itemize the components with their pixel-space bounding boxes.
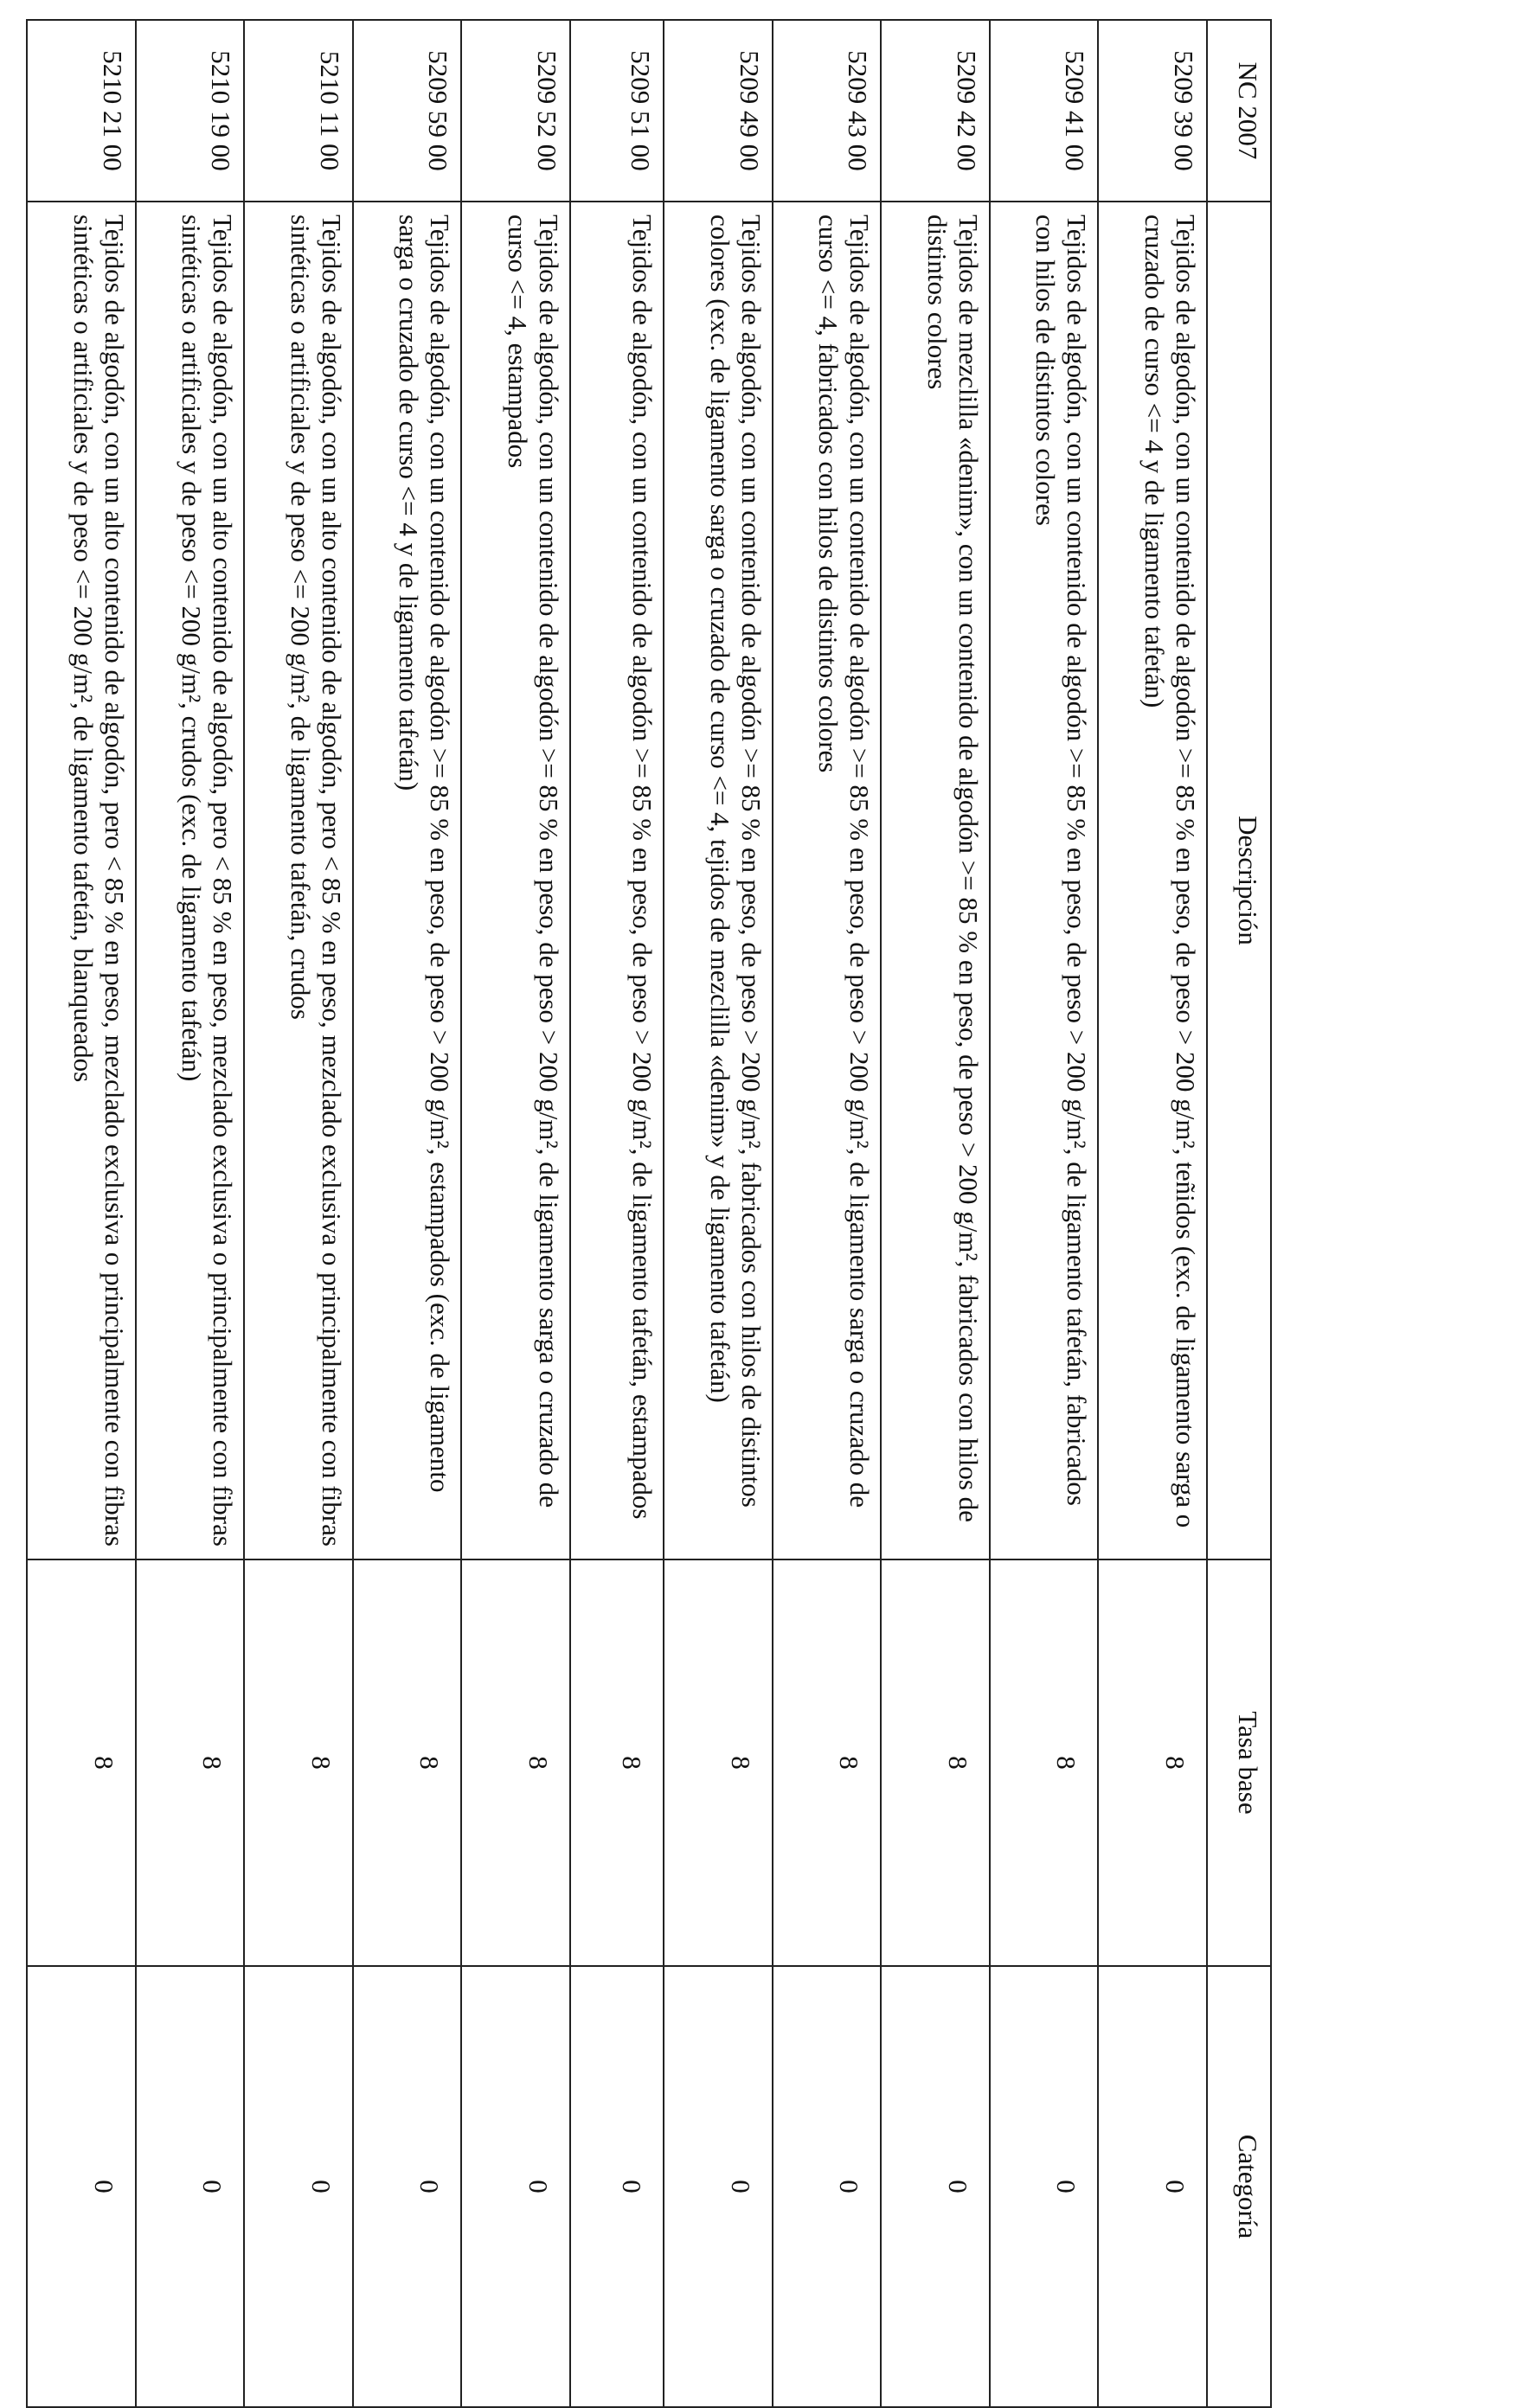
base-rate-cell: 8 [136, 1559, 245, 1966]
description-cell: Tejidos de algodón, con un alto contenido de algodón, pero < 85 % en peso, mezclado exclusiva o principalmente con fibras sintéticas o artificiales y de peso <= 200 g/m², de ligamento tafetán, blanqueados [27, 202, 136, 1559]
nc-code: 5209 49 00 [664, 20, 773, 202]
header-nc: NC 2007 [1207, 20, 1271, 202]
base-rate-cell: 8 [27, 1559, 136, 1966]
header-description: Descripción [1207, 202, 1271, 1559]
base-rate-cell: 8 [664, 1559, 773, 1966]
base-rate-cell: 8 [244, 1559, 353, 1966]
table-row [353, 20, 462, 2407]
category-cell: 0 [1098, 1966, 1207, 2407]
description-cell: Tejidos de algodón, con un contenido de algodón >= 85 % en peso, de peso > 200 g/m², fabricados con hilos de distintos colores (exc. de ligamento sarga o cruzado de curso <= 4, tejidos de mezclilla «denim» y de ligamento tafetán) [664, 202, 773, 1559]
base-rate-cell: 8 [990, 1559, 1099, 1966]
category-cell: 0 [664, 1966, 773, 2407]
header-category: Categoría [1207, 1966, 1271, 2407]
tariff-table [26, 19, 1272, 2408]
description-cell: Tejidos de algodón, con un contenido de algodón >= 85 % en peso, de peso > 200 g/m², de ligamento sarga o cruzado de curso <= 4, estampados [461, 202, 570, 1559]
category-cell: 0 [136, 1966, 245, 2407]
nc-code: 5209 59 00 [353, 20, 462, 202]
base-rate-cell: 8 [881, 1559, 990, 1966]
category-cell: 0 [461, 1966, 570, 2407]
table-row [990, 20, 1099, 2407]
nc-code: 5209 43 00 [773, 20, 882, 202]
base-rate-cell: 8 [353, 1559, 462, 1966]
description-cell: Tejidos de algodón, con un contenido de algodón >= 85 % en peso, de peso > 200 g/m², de ligamento sarga o cruzado de curso <= 4, fabricados con hilos de distintos colores [773, 202, 882, 1559]
nc-code: 5210 19 00 [136, 20, 245, 202]
table-row [136, 20, 245, 2407]
nc-code: 5210 11 00 [244, 20, 353, 202]
description-cell: Tejidos de algodón, con un alto contenido de algodón, pero < 85 % en peso, mezclado exclusiva o principalmente con fibras sintéticas o artificiales y de peso <= 200 g/m², crudos (exc. de ligamento tafetán) [136, 202, 245, 1559]
description-cell: Tejidos de algodón, con un contenido de algodón >= 85 % en peso, de peso > 200 g/m², estampados (exc. de ligamento sarga o cruzado de curso <= 4 y de ligamento tafetán) [353, 202, 462, 1559]
nc-code: 5209 39 00 [1098, 20, 1207, 202]
table-row [1098, 20, 1207, 2407]
header-base-rate: Tasa base [1207, 1559, 1271, 1966]
table-row [570, 20, 664, 2407]
description-cell: Tejidos de algodón, con un contenido de algodón >= 85 % en peso, de peso > 200 g/m², de ligamento tafetán, fabricados con hilos de distintos colores [990, 202, 1099, 1559]
category-cell: 0 [570, 1966, 664, 2407]
description-cell: Tejidos de algodón, con un contenido de algodón >= 85 % en peso, de peso > 200 g/m², de ligamento tafetán, estampados [570, 202, 664, 1559]
table-row [881, 20, 990, 2407]
nc-code: 5209 42 00 [881, 20, 990, 202]
description-cell: Tejidos de algodón, con un contenido de algodón >= 85 % en peso, de peso > 200 g/m², teñidos (exc. de ligamento sarga o cruzado de curso <= 4 y de ligamento tafetán) [1098, 202, 1207, 1559]
base-rate-cell: 8 [773, 1559, 882, 1966]
category-cell: 0 [773, 1966, 882, 2407]
table-header-row [1207, 20, 1271, 2407]
base-rate-cell: 8 [461, 1559, 570, 1966]
category-cell: 0 [353, 1966, 462, 2407]
nc-code: 5209 52 00 [461, 20, 570, 202]
table-row [773, 20, 882, 2407]
base-rate-cell: 8 [570, 1559, 664, 1966]
category-cell: 0 [244, 1966, 353, 2407]
category-cell: 0 [27, 1966, 136, 2407]
nc-code: 5209 41 00 [990, 20, 1099, 202]
table-row [244, 20, 353, 2407]
category-cell: 0 [990, 1966, 1099, 2407]
table-row [27, 20, 136, 2407]
base-rate-cell: 8 [1098, 1559, 1207, 1966]
category-cell: 0 [881, 1966, 990, 2407]
table-row [461, 20, 570, 2407]
nc-code: 5210 21 00 [27, 20, 136, 202]
description-cell: Tejidos de mezclilla «denim», con un contenido de algodón >= 85 % en peso, de peso > 200 g/m², fabricados con hilos de distintos colores [881, 202, 990, 1559]
description-cell: Tejidos de algodón, con un alto contenido de algodón, pero < 85 % en peso, mezclado exclusiva o principalmente con fibras sintéticas o artificiales y de peso <= 200 g/m², de ligamento tafetán, crudos [244, 202, 353, 1559]
table-row [664, 20, 773, 2407]
nc-code: 5209 51 00 [570, 20, 664, 202]
rotated-page [26, 19, 1272, 2406]
